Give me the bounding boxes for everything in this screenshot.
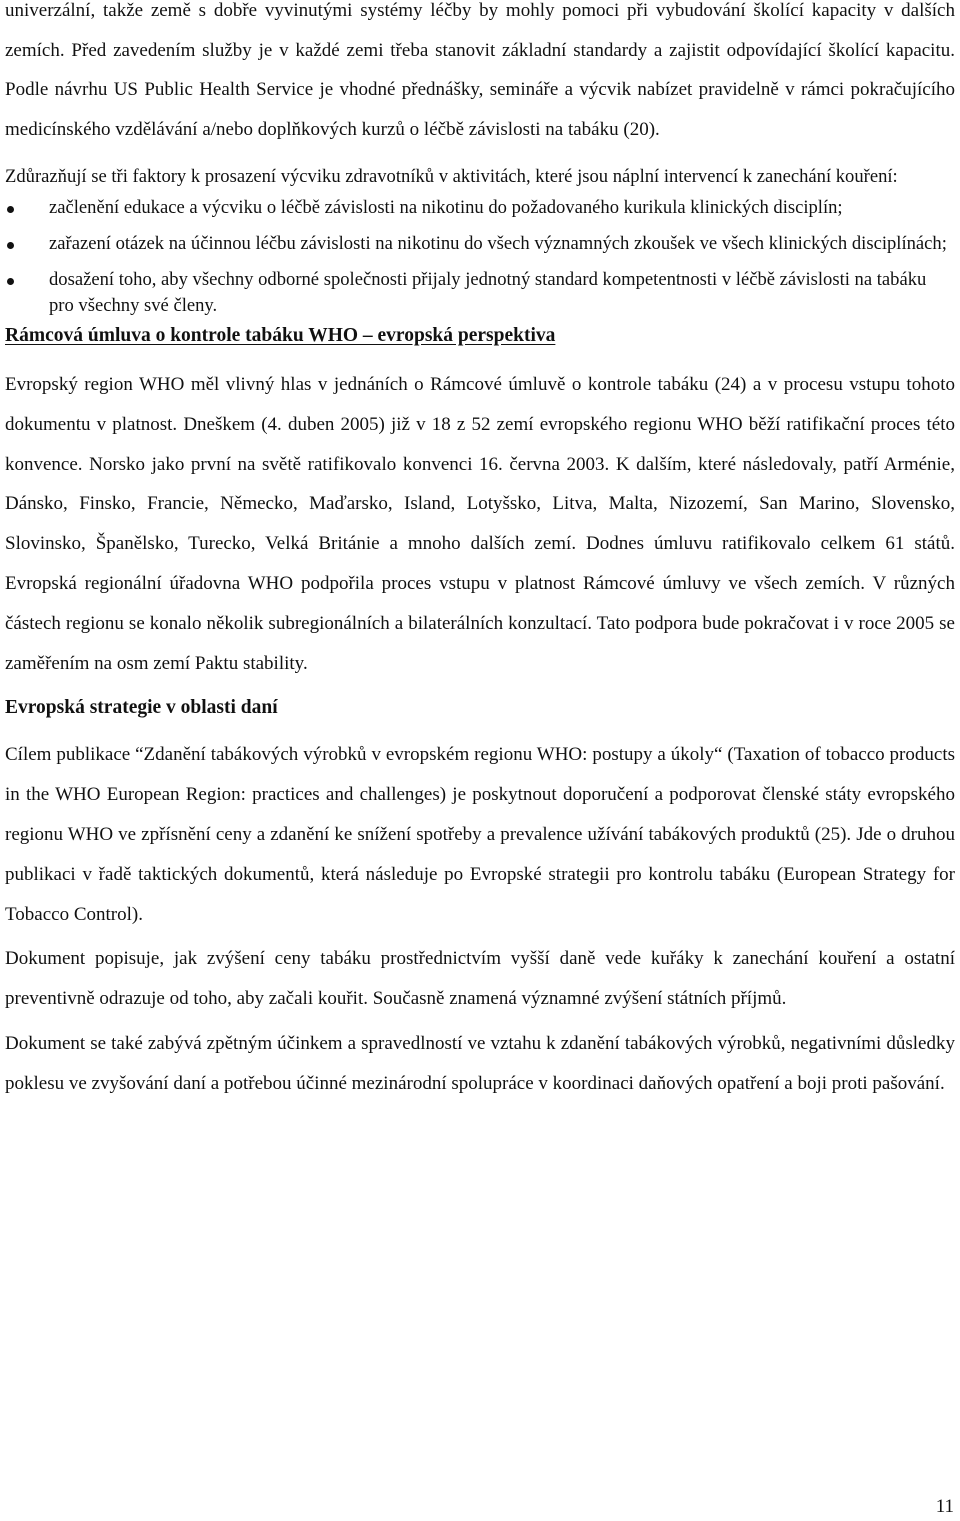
factors-bullet-list — [5, 195, 955, 319]
list-item — [5, 231, 955, 257]
factors-lead-paragraph: Zdůrazňují se tři faktory k prosazení výcviku zdravotníků v aktivitách, které jsou náplní intervencí k zanechání kouření: — [5, 166, 898, 187]
bullet-icon — [7, 206, 14, 213]
tax-section-heading: Evropská strategie v oblasti daní — [5, 697, 278, 719]
intro-paragraph: univerzální, takže země s dobře vyvinutými systémy léčby by mohly pomoci při vybudování školící kapacity v dalších zemích. Před zavedením služby je v každé zemi třeba stanovit základní standardy a zajistit odpovídající školící kapacitu. Podle návrhu US Public Health Service je vhodné přednášky, semináře a výcvik nabízet pravidelně v rámci pokračujícího medicínského vzdělávání a/nebo doplňkových kurzů o léčbě závislosti na tabáku (20). — [5, 0, 955, 140]
list-item-text: zařazení otázek na účinnou léčbu závislosti na nikotinu do všech významných zkoušek ve všech klinických disciplínách; — [49, 233, 947, 254]
document-page — [5, 0, 955, 1104]
bullet-icon — [7, 278, 14, 285]
list-item-text: začlenění edukace a výcviku o léčbě závislosti na nikotinu do požadovaného kurikula klinických disciplín; — [49, 197, 843, 218]
who-section-heading: Rámcová úmluva o kontrole tabáku WHO – evropská perspektiva — [5, 325, 556, 346]
who-section-paragraph: Evropský region WHO měl vlivný hlas v jednáních o Rámcové úmluvě o kontrole tabáku (24) a v procesu vstupu tohoto dokumentu v platnost. Dneškem (4. duben 2005) již v 18 z 52 zemí evropského regionu WHO běží ratifikační proces této konvence. Norsko jako první na světě ratifikovalo konvenci 16. června 2003. K dalším, které následovaly, patří Arménie, Dánsko, Finsko, Francie, Německo, Maďarsko, Island, Lotyšsko, Litva, Malta, Nizozemí, San Marino, Slovensko, Slovinsko, Španělsko, Turecko, Velká Británie a mnoho dalších zemí. Dodnes úmluvu ratifikovalo celkem 61 států. Evropská regionální úřadovna WHO podpořila proces vstupu v platnost Rámcové úmluvy ve všech zemích. V různých částech regionu se konalo několik subregionálních a bilaterálních konzultací. Tato podpora bude pokračovat i v roce 2005 se zaměřením na osm zemí Paktu stability. — [5, 374, 955, 674]
list-item — [5, 267, 955, 319]
tax-paragraph-regressivity: Dokument se také zabývá zpětným účinkem a spravedlností ve vztahu k zdanění tabákových výrobků, negativními důsledky poklesu ve zvyšování daní a potřebou účinné mezinárodní spolupráce v koordinaci daňových opatření a boji proti pašování. — [5, 1032, 955, 1094]
tax-paragraph-publication: Cílem publikace “Zdanění tabákových výrobků v evropském regionu WHO: postupy a úkoly“ (Taxation of tobacco products in the WHO European Region: practices and challenges) je poskytnout doporučení a podporovat členské státy evropského regionu WHO ve zpřísnění ceny a zdanění ke snížení spotřeby a prevalence užívání tabákových produktů (25). Jde o druhou publikaci v řadě taktických dokumentů, která následuje po Evropské strategii pro kontrolu tabáku (European Strategy for Tobacco Control). — [5, 744, 955, 925]
bullet-icon — [7, 242, 14, 249]
page-number: 11 — [935, 1496, 954, 1517]
list-item — [5, 195, 955, 221]
tax-paragraph-price: Dokument popisuje, jak zvýšení ceny tabáku prostřednictvím vyšší daně vede kuřáky k zanechání kouření a ostatní preventivně odrazuje od toho, aby začali kouřit. Současně znamená významné zvýšení státních příjmů. — [5, 948, 955, 1010]
list-item-text: dosažení toho, aby všechny odborné společnosti přijaly jednotný standard kompetentnosti v léčbě závislosti na tabáku pro všechny své členy. — [49, 269, 927, 316]
